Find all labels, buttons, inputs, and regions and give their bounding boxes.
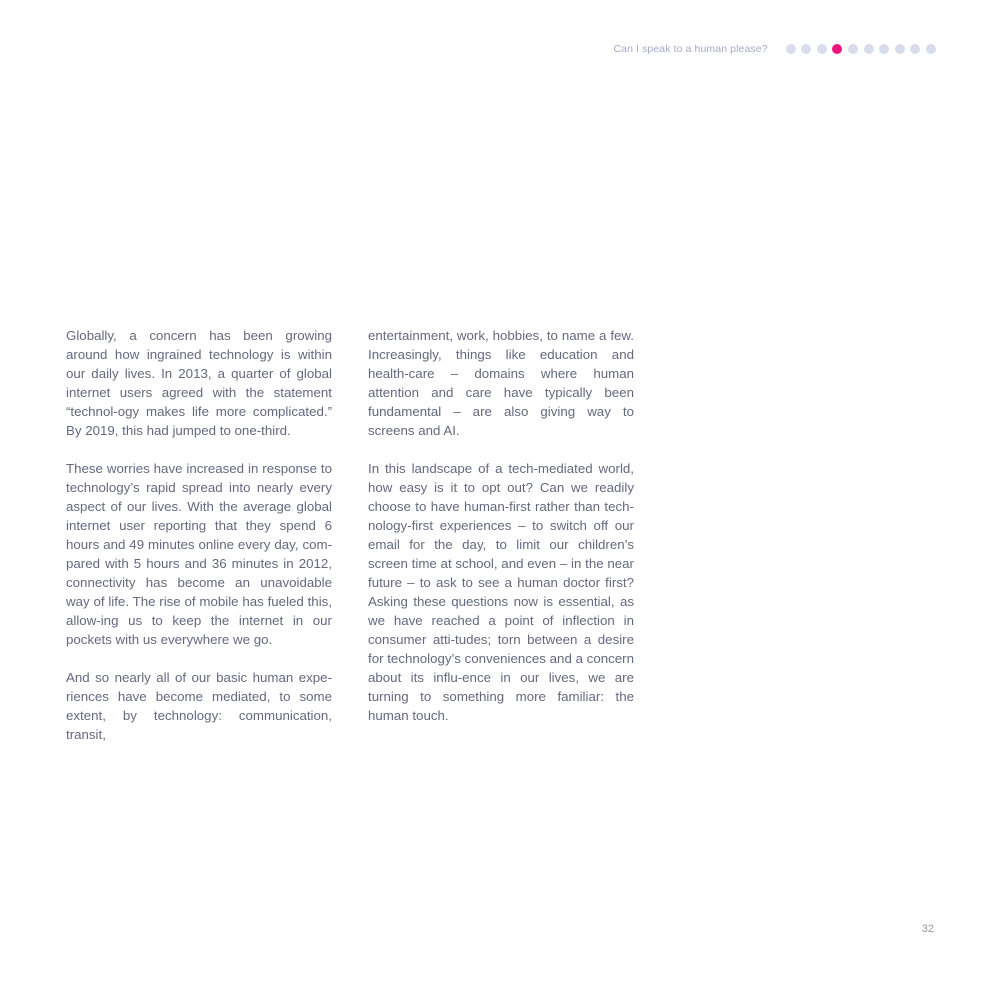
section-progress-indicator	[786, 44, 936, 54]
paragraph: And so nearly all of our basic human expe-riences have become mediated, to some extent, by technology: communication, transit,	[66, 670, 332, 742]
page-header	[613, 43, 936, 55]
paragraph: These worries have increased in response to technology’s rapid spread into nearly every aspect of our lives. With the average global internet user reporting that they spend 6 hours and 49 minutes online every day, com-pared with 5 hours and 36 minutes in 2012, connectivity has become an unavoidable way of life. The rise of mobile has fueled this, allow-ing us to keep the internet in our pockets with us everywhere we go.	[66, 461, 332, 647]
progress-dot-9	[910, 44, 920, 54]
paragraph: In this landscape of a tech-mediated world, how easy is it to opt out? Can we readily choose to have human-first rather than tech-nology-first experiences – to switch off our email for the day, to limit our children’s screen time at school, and even – in the near future – to ask to see a human doctor first? Asking these questions now is essential, as we have reached a point of inflection in consumer atti-tudes; torn between a desire for technology’s conveniences and a concern about its influ-ence in our lives, we are turning to something more familiar: the human touch.	[368, 461, 634, 723]
paragraph: Globally, a concern has been growing around how ingrained technology is within our daily lives. In 2013, a quarter of global internet users agreed with the statement “technol-ogy makes life more complicated.” By 2019, this had jumped to one-third.	[66, 328, 332, 438]
page-number: 32	[921, 923, 934, 935]
paragraph: entertainment, work, hobbies, to name a few. Increasingly, things like education and health-care – domains where human attention and care have typically been fundamental – are also giving way to screens and AI.	[368, 328, 634, 438]
progress-dot-5	[848, 44, 858, 54]
progress-dot-7	[879, 44, 889, 54]
progress-dot-6	[864, 44, 874, 54]
section-title: Can I speak to a human please?	[613, 43, 768, 55]
progress-dot-1	[786, 44, 796, 54]
progress-dot-2	[801, 44, 811, 54]
progress-dot-8	[895, 44, 905, 54]
body-column-left	[66, 326, 332, 763]
progress-dot-4	[832, 44, 842, 54]
progress-dot-10	[926, 44, 936, 54]
body-column-right	[368, 326, 634, 744]
progress-dot-3	[817, 44, 827, 54]
